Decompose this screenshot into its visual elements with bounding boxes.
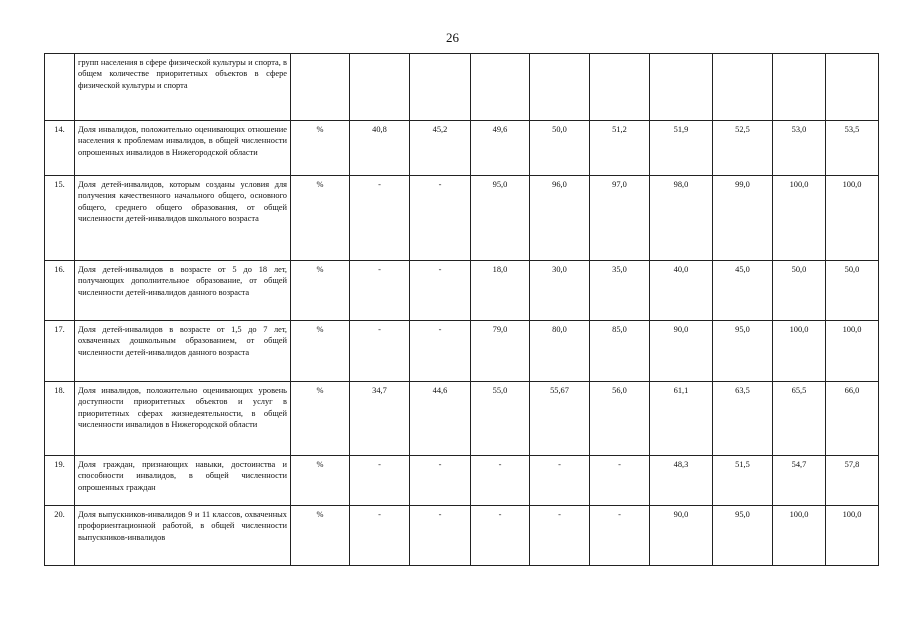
value-cell: 44,6 (410, 382, 471, 456)
value-cell: 80,0 (530, 321, 590, 382)
value-cell: 100,0 (773, 176, 826, 261)
value-cell: 95,0 (713, 321, 773, 382)
value-cell: - (410, 176, 471, 261)
row-number (45, 54, 75, 121)
value-cell: 50,0 (530, 121, 590, 176)
value-cell: 100,0 (826, 321, 879, 382)
table-row (45, 382, 879, 456)
value-cell (410, 54, 471, 121)
table-row (45, 54, 879, 121)
value-cell: - (530, 506, 590, 566)
value-cell: 57,8 (826, 456, 879, 506)
value-cell: - (410, 506, 471, 566)
value-cell: 30,0 (530, 261, 590, 321)
unit-cell: % (291, 506, 350, 566)
row-number: 20. (45, 506, 75, 566)
value-cell: - (590, 456, 650, 506)
indicator-description: Доля детей-инвалидов, которым созданы условия для получения качественного начального общего, основного общего, среднего общего образования, от общей численности детей-инвалидов школьного возраста (75, 176, 291, 261)
value-cell: 40,8 (350, 121, 410, 176)
row-number: 16. (45, 261, 75, 321)
unit-cell: % (291, 456, 350, 506)
value-cell: 45,0 (713, 261, 773, 321)
unit-cell: % (291, 382, 350, 456)
value-cell: 100,0 (773, 506, 826, 566)
value-cell: 98,0 (650, 176, 713, 261)
table-row (45, 176, 879, 261)
value-cell: 90,0 (650, 506, 713, 566)
value-cell: - (350, 456, 410, 506)
indicator-description: Доля граждан, признающих навыки, достоинства и способности инвалидов, в общей численности опрошенных граждан (75, 456, 291, 506)
value-cell: - (350, 176, 410, 261)
table-row (45, 321, 879, 382)
value-cell: - (471, 506, 530, 566)
value-cell: 45,2 (410, 121, 471, 176)
value-cell: 53,5 (826, 121, 879, 176)
value-cell: 51,2 (590, 121, 650, 176)
value-cell: 54,7 (773, 456, 826, 506)
value-cell: 55,0 (471, 382, 530, 456)
value-cell: - (410, 321, 471, 382)
row-number: 17. (45, 321, 75, 382)
value-cell: 56,0 (590, 382, 650, 456)
value-cell: - (590, 506, 650, 566)
value-cell: 65,5 (773, 382, 826, 456)
value-cell: - (350, 261, 410, 321)
value-cell: 40,0 (650, 261, 713, 321)
table-row (45, 456, 879, 506)
value-cell: 50,0 (826, 261, 879, 321)
indicator-description: Доля детей-инвалидов в возрасте от 5 до 18 лет, получающих дополнительное образование, от общей численности детей-инвалидов данного возраста (75, 261, 291, 321)
value-cell (471, 54, 530, 121)
value-cell: 85,0 (590, 321, 650, 382)
indicators-table (44, 53, 879, 566)
value-cell: - (471, 456, 530, 506)
value-cell: 66,0 (826, 382, 879, 456)
table-row (45, 261, 879, 321)
value-cell: 99,0 (713, 176, 773, 261)
value-cell: - (410, 456, 471, 506)
value-cell: 34,7 (350, 382, 410, 456)
value-cell: 48,3 (650, 456, 713, 506)
unit-cell: % (291, 176, 350, 261)
value-cell: 35,0 (590, 261, 650, 321)
indicator-description: Доля выпускников-инвалидов 9 и 11 классов, охваченных профориентационной работой, в общей численности выпускников-инвалидов (75, 506, 291, 566)
value-cell: 49,6 (471, 121, 530, 176)
value-cell: 51,9 (650, 121, 713, 176)
value-cell: 90,0 (650, 321, 713, 382)
value-cell: 95,0 (713, 506, 773, 566)
value-cell: 51,5 (713, 456, 773, 506)
value-cell: 100,0 (826, 176, 879, 261)
unit-cell: % (291, 321, 350, 382)
row-number: 15. (45, 176, 75, 261)
value-cell (350, 54, 410, 121)
value-cell (826, 54, 879, 121)
value-cell (650, 54, 713, 121)
page-number: 26 (446, 30, 459, 45)
unit-cell (291, 54, 350, 121)
value-cell (530, 54, 590, 121)
value-cell: 18,0 (471, 261, 530, 321)
unit-cell: % (291, 121, 350, 176)
value-cell: 50,0 (773, 261, 826, 321)
indicator-description: Доля детей-инвалидов в возрасте от 1,5 до 7 лет, охваченных дошкольным образованием, от общей численности детей-инвалидов данного возраста (75, 321, 291, 382)
table-row (45, 506, 879, 566)
value-cell: - (350, 321, 410, 382)
value-cell: 79,0 (471, 321, 530, 382)
row-number: 19. (45, 456, 75, 506)
unit-cell: % (291, 261, 350, 321)
value-cell: 55,67 (530, 382, 590, 456)
table-row (45, 121, 879, 176)
value-cell: - (350, 506, 410, 566)
row-number: 14. (45, 121, 75, 176)
value-cell: 63,5 (713, 382, 773, 456)
value-cell: 97,0 (590, 176, 650, 261)
indicator-description: Доля инвалидов, положительно оценивающих уровень доступности приоритетных объектов и услуг в приоритетных сферах жизнедеятельности, в общей численности инвалидов в Нижегородской области (75, 382, 291, 456)
value-cell: 61,1 (650, 382, 713, 456)
value-cell (713, 54, 773, 121)
value-cell: - (410, 261, 471, 321)
value-cell: 95,0 (471, 176, 530, 261)
value-cell: 52,5 (713, 121, 773, 176)
value-cell (773, 54, 826, 121)
value-cell (590, 54, 650, 121)
indicator-description: Доля инвалидов, положительно оценивающих отношение населения к проблемам инвалидов, в общей численности опрошенных инвалидов в Нижегородской области (75, 121, 291, 176)
value-cell: 96,0 (530, 176, 590, 261)
value-cell: - (530, 456, 590, 506)
indicator-description: групп населения в сфере физической культуры и спорта, в общем количестве приоритетных объектов в сфере физической культуры и спорта (75, 54, 291, 121)
value-cell: 100,0 (826, 506, 879, 566)
value-cell: 53,0 (773, 121, 826, 176)
row-number: 18. (45, 382, 75, 456)
value-cell: 100,0 (773, 321, 826, 382)
